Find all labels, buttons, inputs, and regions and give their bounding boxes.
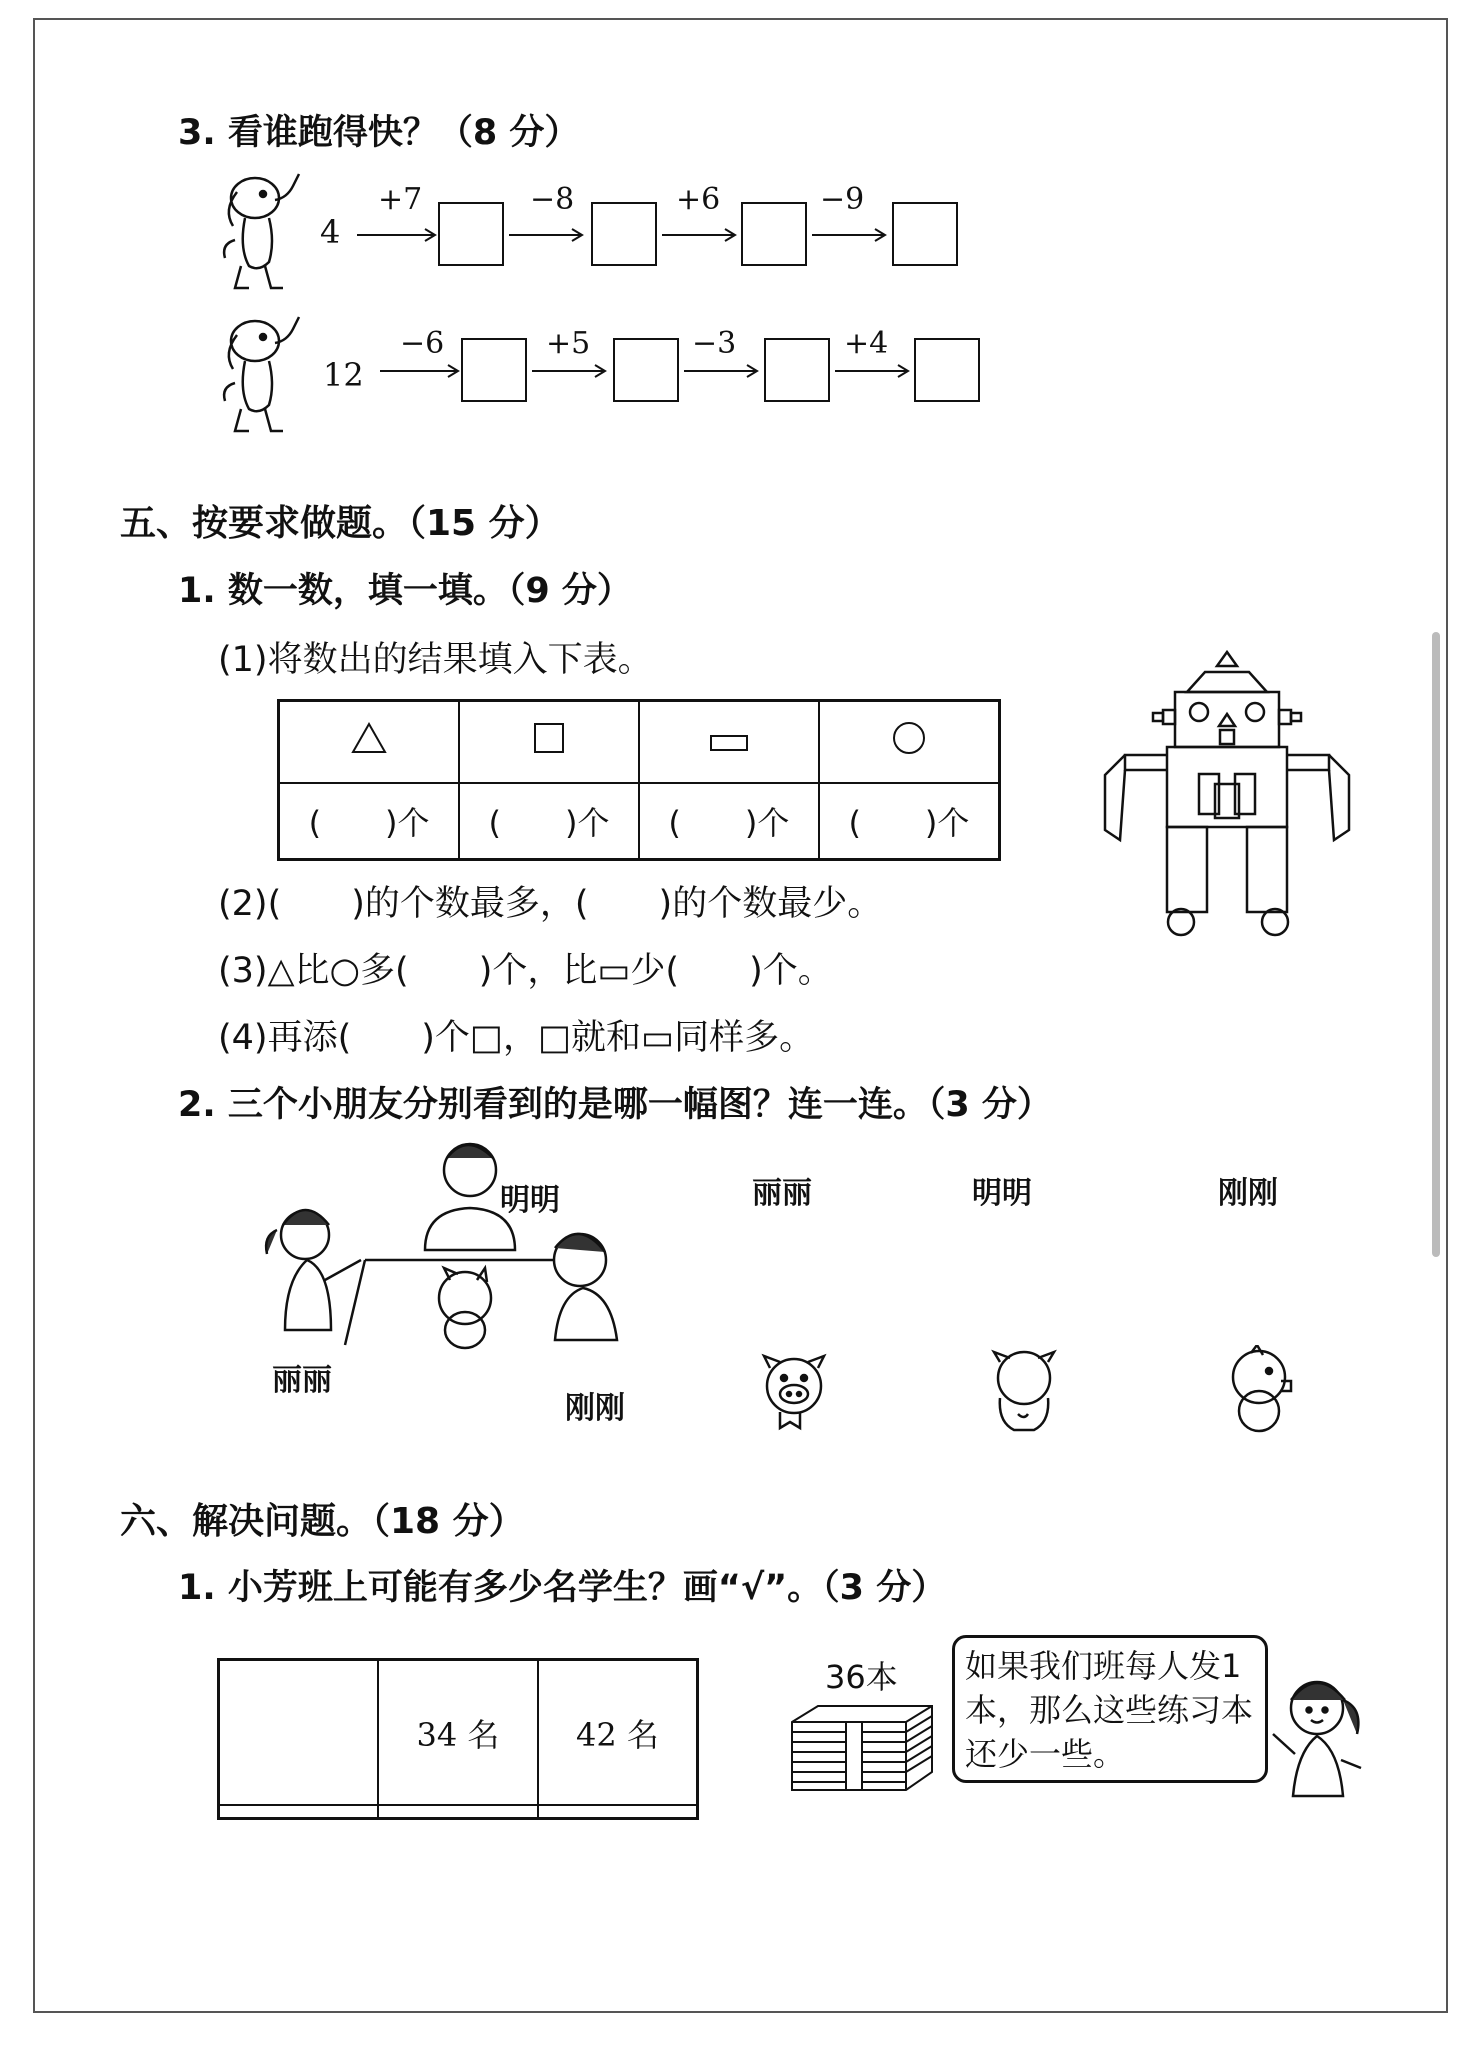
answer-box[interactable] [438,202,504,266]
arrow-icon [507,228,587,242]
s5-q1-sub3: (3)△比○多( )个，比▭少( )个。 [218,951,833,991]
header-cell: 34 名 [378,1660,538,1806]
triangle-icon [279,701,460,783]
check-cell[interactable] [378,1805,538,1818]
row2-op4: +4 [844,326,889,361]
student-count-table [217,1658,699,1820]
count-cell[interactable]: ( )个 [819,783,1000,860]
answer-box[interactable] [764,338,830,402]
header-cell [219,1660,379,1806]
pig-side-icon [1225,1345,1295,1435]
robot-figure [1095,650,1370,940]
s6-q1-title: 1. 小芳班上可能有多少名学生？画“√”。（3 分） [178,1568,947,1608]
circle-icon [819,701,1000,783]
pig-back-icon [988,1348,1060,1434]
row1-op3: +6 [676,182,721,217]
book-stack-icon [788,1700,936,1796]
count-cell[interactable]: ( )个 [639,783,819,860]
option-name-ganggang: 刚刚 [1218,1176,1278,1211]
arrow-icon [355,228,440,242]
dog-icon [215,313,305,438]
dog-icon [215,170,305,295]
arrow-icon [378,364,463,378]
row1-start: 4 [320,213,341,251]
answer-box[interactable] [613,338,679,402]
q3-title: 3. 看谁跑得快？（8 分） [178,113,580,153]
option-name-lili: 丽丽 [752,1176,812,1211]
square-icon [459,701,639,783]
scrollbar[interactable] [1432,632,1440,1257]
row1-op4: −9 [820,182,865,217]
s5-q2-title: 2. 三个小朋友分别看到的是哪一幅图？连一连。（3 分） [178,1085,1052,1125]
s5-q1-sub4: (4)再添( )个□，□就和▭同样多。 [218,1018,815,1058]
books-label: 36本 [825,1658,898,1696]
row2-op1: −6 [400,326,445,361]
scene-name-mingming: 明明 [500,1183,560,1218]
pig-front-icon [758,1350,830,1434]
section5-title: 五、按要求做题。（15 分） [120,503,561,544]
arrow-icon [530,364,610,378]
answer-box[interactable] [892,202,958,266]
kids-scene-figure [255,1130,655,1390]
section6-title: 六、解决问题。（18 分） [120,1501,525,1542]
check-cell[interactable] [538,1805,698,1818]
girl-figure [1265,1670,1375,1800]
row2-op3: −3 [692,326,737,361]
arrow-icon [833,364,913,378]
s5-q1-sub1: (1)将数出的结果填入下表。 [218,640,653,680]
scene-name-lili: 丽丽 [272,1363,332,1398]
answer-box[interactable] [914,338,980,402]
header-cell: 42 名 [538,1660,698,1806]
arrow-icon [810,228,890,242]
speech-bubble: 如果我们班每人发1本，那么这些练习本还少一些。 [952,1635,1268,1783]
answer-box[interactable] [591,202,657,266]
scene-name-ganggang: 刚刚 [565,1391,625,1426]
row2-op2: +5 [546,326,591,361]
option-name-mingming: 明明 [972,1176,1032,1211]
row1-op1: +7 [378,182,423,217]
answer-box[interactable] [741,202,807,266]
count-cell[interactable]: ( )个 [459,783,639,860]
row2-start: 12 [323,356,364,394]
arrow-icon [682,364,762,378]
s5-q1-title: 1. 数一数，填一填。（9 分） [178,571,632,611]
shape-count-table [277,699,1001,861]
rectangle-icon [639,701,819,783]
check-cell[interactable] [219,1805,379,1818]
answer-box[interactable] [461,338,527,402]
row1-op2: −8 [530,182,575,217]
count-cell[interactable]: ( )个 [279,783,460,860]
s5-q1-sub2: (2)( )的个数最多，( )的个数最少。 [218,884,883,924]
arrow-icon [660,228,740,242]
